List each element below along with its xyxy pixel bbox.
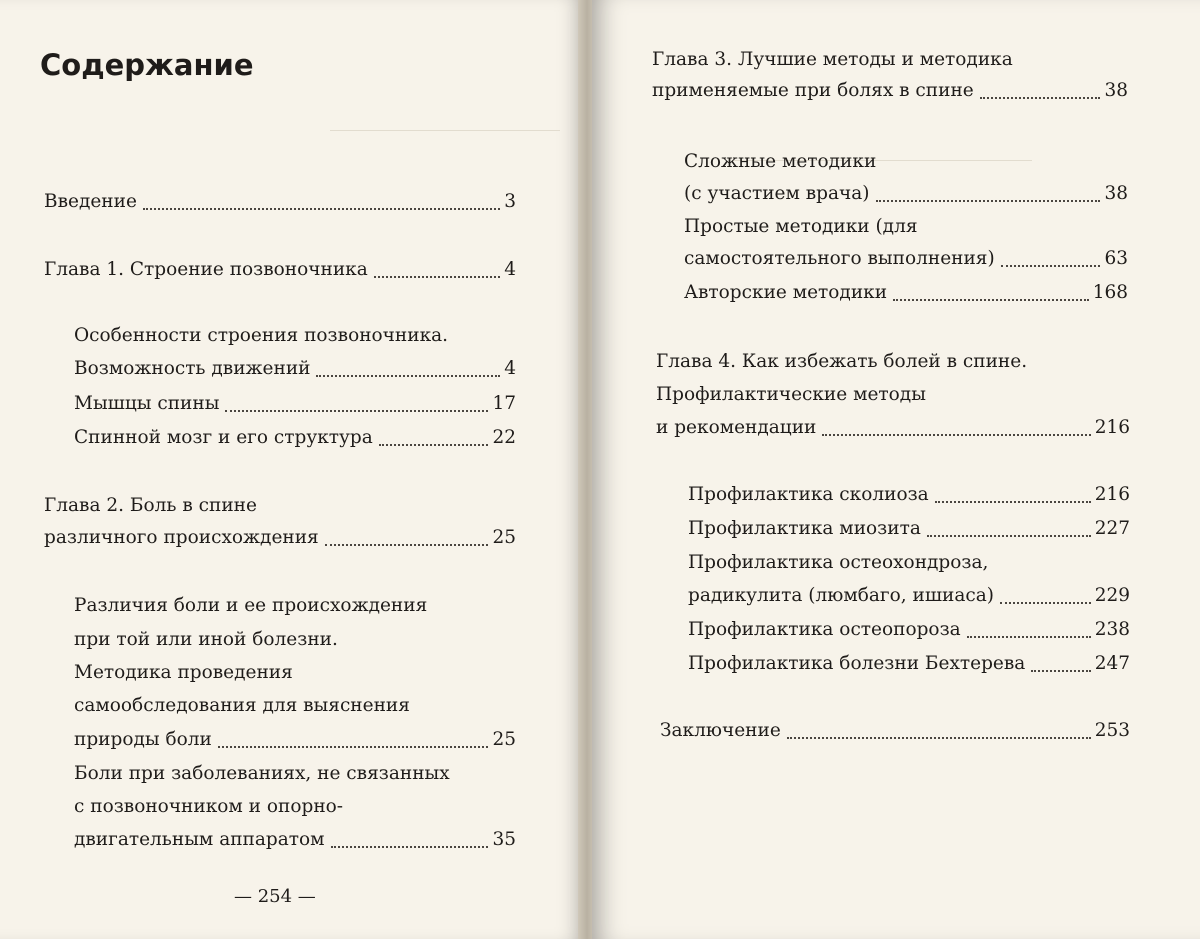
toc-entry-page: 238 (1094, 619, 1130, 640)
dot-leader (225, 410, 488, 412)
toc-entry-back-muscles[interactable] (74, 387, 516, 421)
toc-entry-page: 22 (492, 427, 516, 448)
toc-entry-chapter-3[interactable] (652, 74, 1128, 108)
toc-entry-pain-nature[interactable] (74, 723, 516, 757)
dot-leader (893, 299, 1089, 301)
toc-entry-page: 4 (504, 358, 516, 379)
dot-leader (374, 276, 500, 278)
toc-entry-line: Боли при заболеваниях, не связанных (74, 763, 450, 784)
toc-entry-line: Сложные методики (684, 151, 877, 172)
toc-entry-title: самостоятельного выполнения) (684, 248, 995, 269)
page-number: — 254 — (234, 886, 316, 907)
dot-leader (316, 375, 500, 377)
toc-entry-title: Профилактика сколиоза (688, 484, 929, 505)
dot-leader (876, 200, 1101, 202)
page-title: Содержание (40, 48, 254, 82)
toc-entry-spine-structure[interactable] (74, 352, 516, 386)
dot-leader (967, 636, 1091, 638)
toc-entry-page: 38 (1104, 183, 1128, 204)
dot-leader (218, 746, 489, 748)
toc-entry-title: природы боли (74, 729, 212, 750)
toc-entry-title: Профилактика миозита (688, 518, 921, 539)
toc-entry-chapter-4[interactable] (656, 411, 1130, 445)
toc-entry-title: Возможность движений (74, 358, 311, 379)
toc-entry-title: Спинной мозг и его структура (74, 427, 373, 448)
toc-entry-title: и рекомендации (656, 417, 817, 438)
toc-entry-line: Глава 3. Лучшие методы и методика (652, 49, 1013, 70)
toc-entry-page: 17 (492, 393, 516, 414)
toc-entry-line: Простые методики (для (684, 216, 918, 237)
toc-entry-title: (с участием врача) (684, 183, 870, 204)
toc-entry-page: 253 (1094, 720, 1130, 741)
toc-entry-page: 229 (1094, 585, 1130, 606)
dot-leader (1001, 265, 1101, 267)
toc-entry-title: Авторские методики (684, 282, 888, 303)
toc-entry-line: Глава 2. Боль в спине (44, 495, 257, 516)
toc-entry-chapter-1[interactable] (44, 253, 516, 287)
toc-entry-osteoporosis[interactable] (688, 613, 1130, 647)
toc-entry-author-methods[interactable] (684, 276, 1128, 310)
dot-leader (935, 501, 1091, 503)
left-page (0, 0, 584, 939)
toc-entry-page: 216 (1094, 484, 1130, 505)
toc-entry-chapter-2[interactable] (44, 521, 516, 555)
toc-entry-complex-methods[interactable] (684, 177, 1128, 211)
toc-entry-page: 247 (1094, 653, 1130, 674)
toc-entry-title: Профилактика болезни Бехтерева (688, 653, 1026, 674)
toc-entry-conclusion[interactable] (660, 714, 1130, 748)
toc-entry-line: с позвоночником и опорно- (74, 796, 344, 817)
toc-entry-title: Мышцы спины (74, 393, 220, 414)
toc-entry-page: 168 (1092, 282, 1128, 303)
dot-leader (325, 544, 489, 546)
toc-entry-line: самообследования для выяснения (74, 695, 410, 716)
toc-entry-page: 35 (492, 829, 516, 850)
toc-entry-line: Особенности строения позвоночника. (74, 325, 449, 346)
toc-entry-line: Методика проведения (74, 662, 293, 683)
toc-entry-non-spinal-pain[interactable] (74, 823, 516, 857)
toc-entry-page: 25 (492, 527, 516, 548)
toc-entry-line: при той или иной болезни. (74, 629, 338, 650)
toc-entry-title: различного происхождения (44, 527, 319, 548)
toc-entry-bechterew[interactable] (688, 647, 1130, 681)
dot-leader (331, 846, 489, 848)
toc-entry-page: 3 (504, 191, 516, 212)
toc-entry-title: Профилактика остеопороза (688, 619, 961, 640)
toc-entry-line: Профилактика остеохондроза, (688, 552, 989, 573)
toc-entry-scoliosis[interactable] (688, 478, 1130, 512)
toc-entry-title: применяемые при болях в спине (652, 80, 974, 101)
toc-entry-title: Заключение (660, 720, 781, 741)
toc-entry-line: Профилактические методы (656, 384, 926, 405)
toc-entry-spinal-cord[interactable] (74, 421, 516, 455)
toc-entry-line: Различия боли и ее происхождения (74, 595, 428, 616)
toc-entry-page: 25 (492, 729, 516, 750)
dot-leader (1000, 602, 1091, 604)
dot-leader (927, 535, 1091, 537)
toc-entry-page: 216 (1094, 417, 1130, 438)
toc-entry-title: Введение (44, 191, 137, 212)
toc-entry-line: Глава 4. Как избежать болей в спине. (656, 351, 1028, 372)
dot-leader (143, 208, 500, 210)
dot-leader (822, 434, 1090, 436)
toc-entry-introduction[interactable] (44, 185, 516, 219)
toc-entry-page: 63 (1104, 248, 1128, 269)
dot-leader (379, 444, 489, 446)
dot-leader (787, 737, 1091, 739)
right-page (592, 0, 1200, 939)
toc-entry-myositis[interactable] (688, 512, 1130, 546)
toc-entry-osteochondrosis[interactable] (688, 579, 1130, 613)
dot-leader (980, 97, 1101, 99)
toc-entry-page: 227 (1094, 518, 1130, 539)
toc-entry-page: 38 (1104, 80, 1128, 101)
toc-entry-title: радикулита (люмбаго, ишиаса) (688, 585, 994, 606)
toc-entry-page: 4 (504, 259, 516, 280)
toc-entry-simple-methods[interactable] (684, 242, 1128, 276)
dot-leader (1031, 670, 1090, 672)
toc-entry-title: двигательным аппаратом (74, 829, 325, 850)
toc-entry-title: Глава 1. Строение позвоночника (44, 259, 368, 280)
